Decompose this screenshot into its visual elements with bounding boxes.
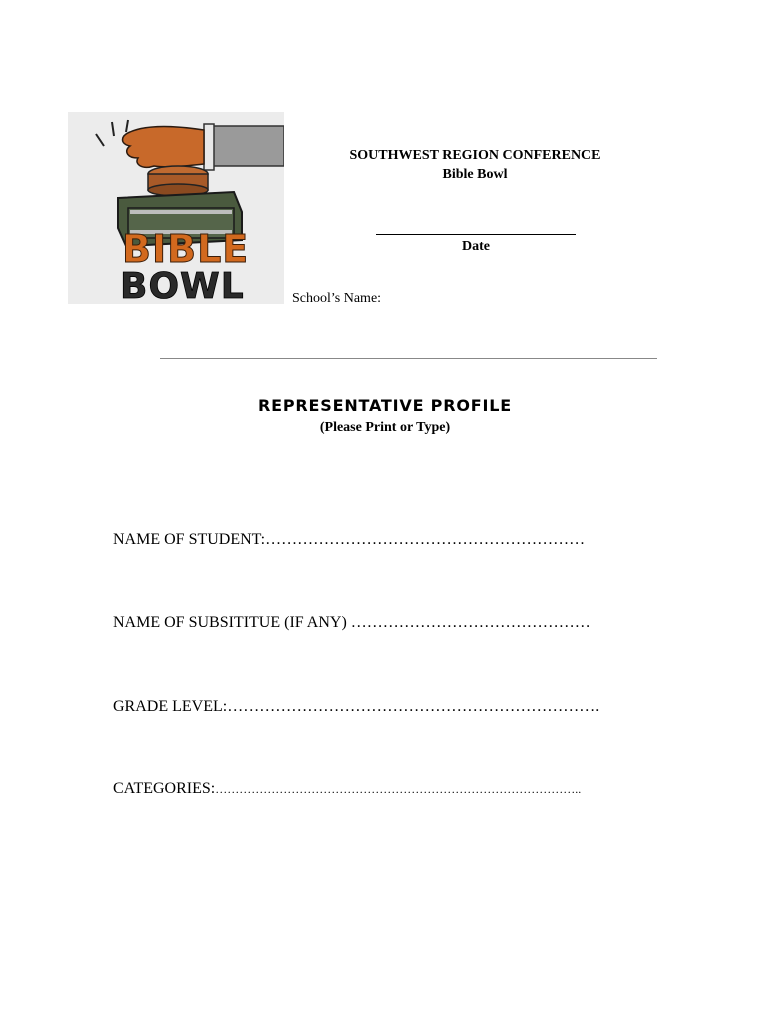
bible-bowl-logo [68, 112, 284, 304]
substitute-name-field[interactable] [113, 613, 591, 633]
school-name-input-line[interactable] [160, 358, 657, 359]
school-name-label: School’s Name: [292, 291, 382, 306]
student-name-field[interactable] [113, 530, 585, 550]
grade-level-dots[interactable]: ……………………………………………………………. [227, 698, 600, 715]
conference-subtitle: Bible Bowl [442, 167, 508, 182]
categories-dots[interactable]: ……………………………………………………………………………….. [215, 782, 582, 796]
categories-label: CATEGORIES: [113, 780, 216, 797]
substitute-name-dots[interactable]: ……………………………………… [350, 614, 591, 631]
categories-field[interactable] [113, 779, 581, 799]
grade-level-field[interactable] [113, 697, 599, 717]
grade-level-label: GRADE LEVEL: [113, 698, 228, 715]
conference-title: SOUTHWEST REGION CONFERENCE [349, 148, 601, 163]
substitute-name-label: NAME OF SUBSITITUE (IF ANY) [113, 614, 351, 631]
page-subtitle: (Please Print or Type) [319, 420, 451, 435]
date-label: Date [462, 239, 490, 254]
logo-text-bowl: BOWL [120, 266, 245, 304]
logo-text-bible: BIBLE [122, 227, 250, 271]
student-name-label: NAME OF STUDENT: [113, 531, 266, 548]
page-title: REPRESENTATIVE PROFILE [258, 396, 512, 415]
student-name-dots[interactable]: …………………………………………………… [265, 531, 586, 548]
date-input-line[interactable] [376, 234, 576, 235]
